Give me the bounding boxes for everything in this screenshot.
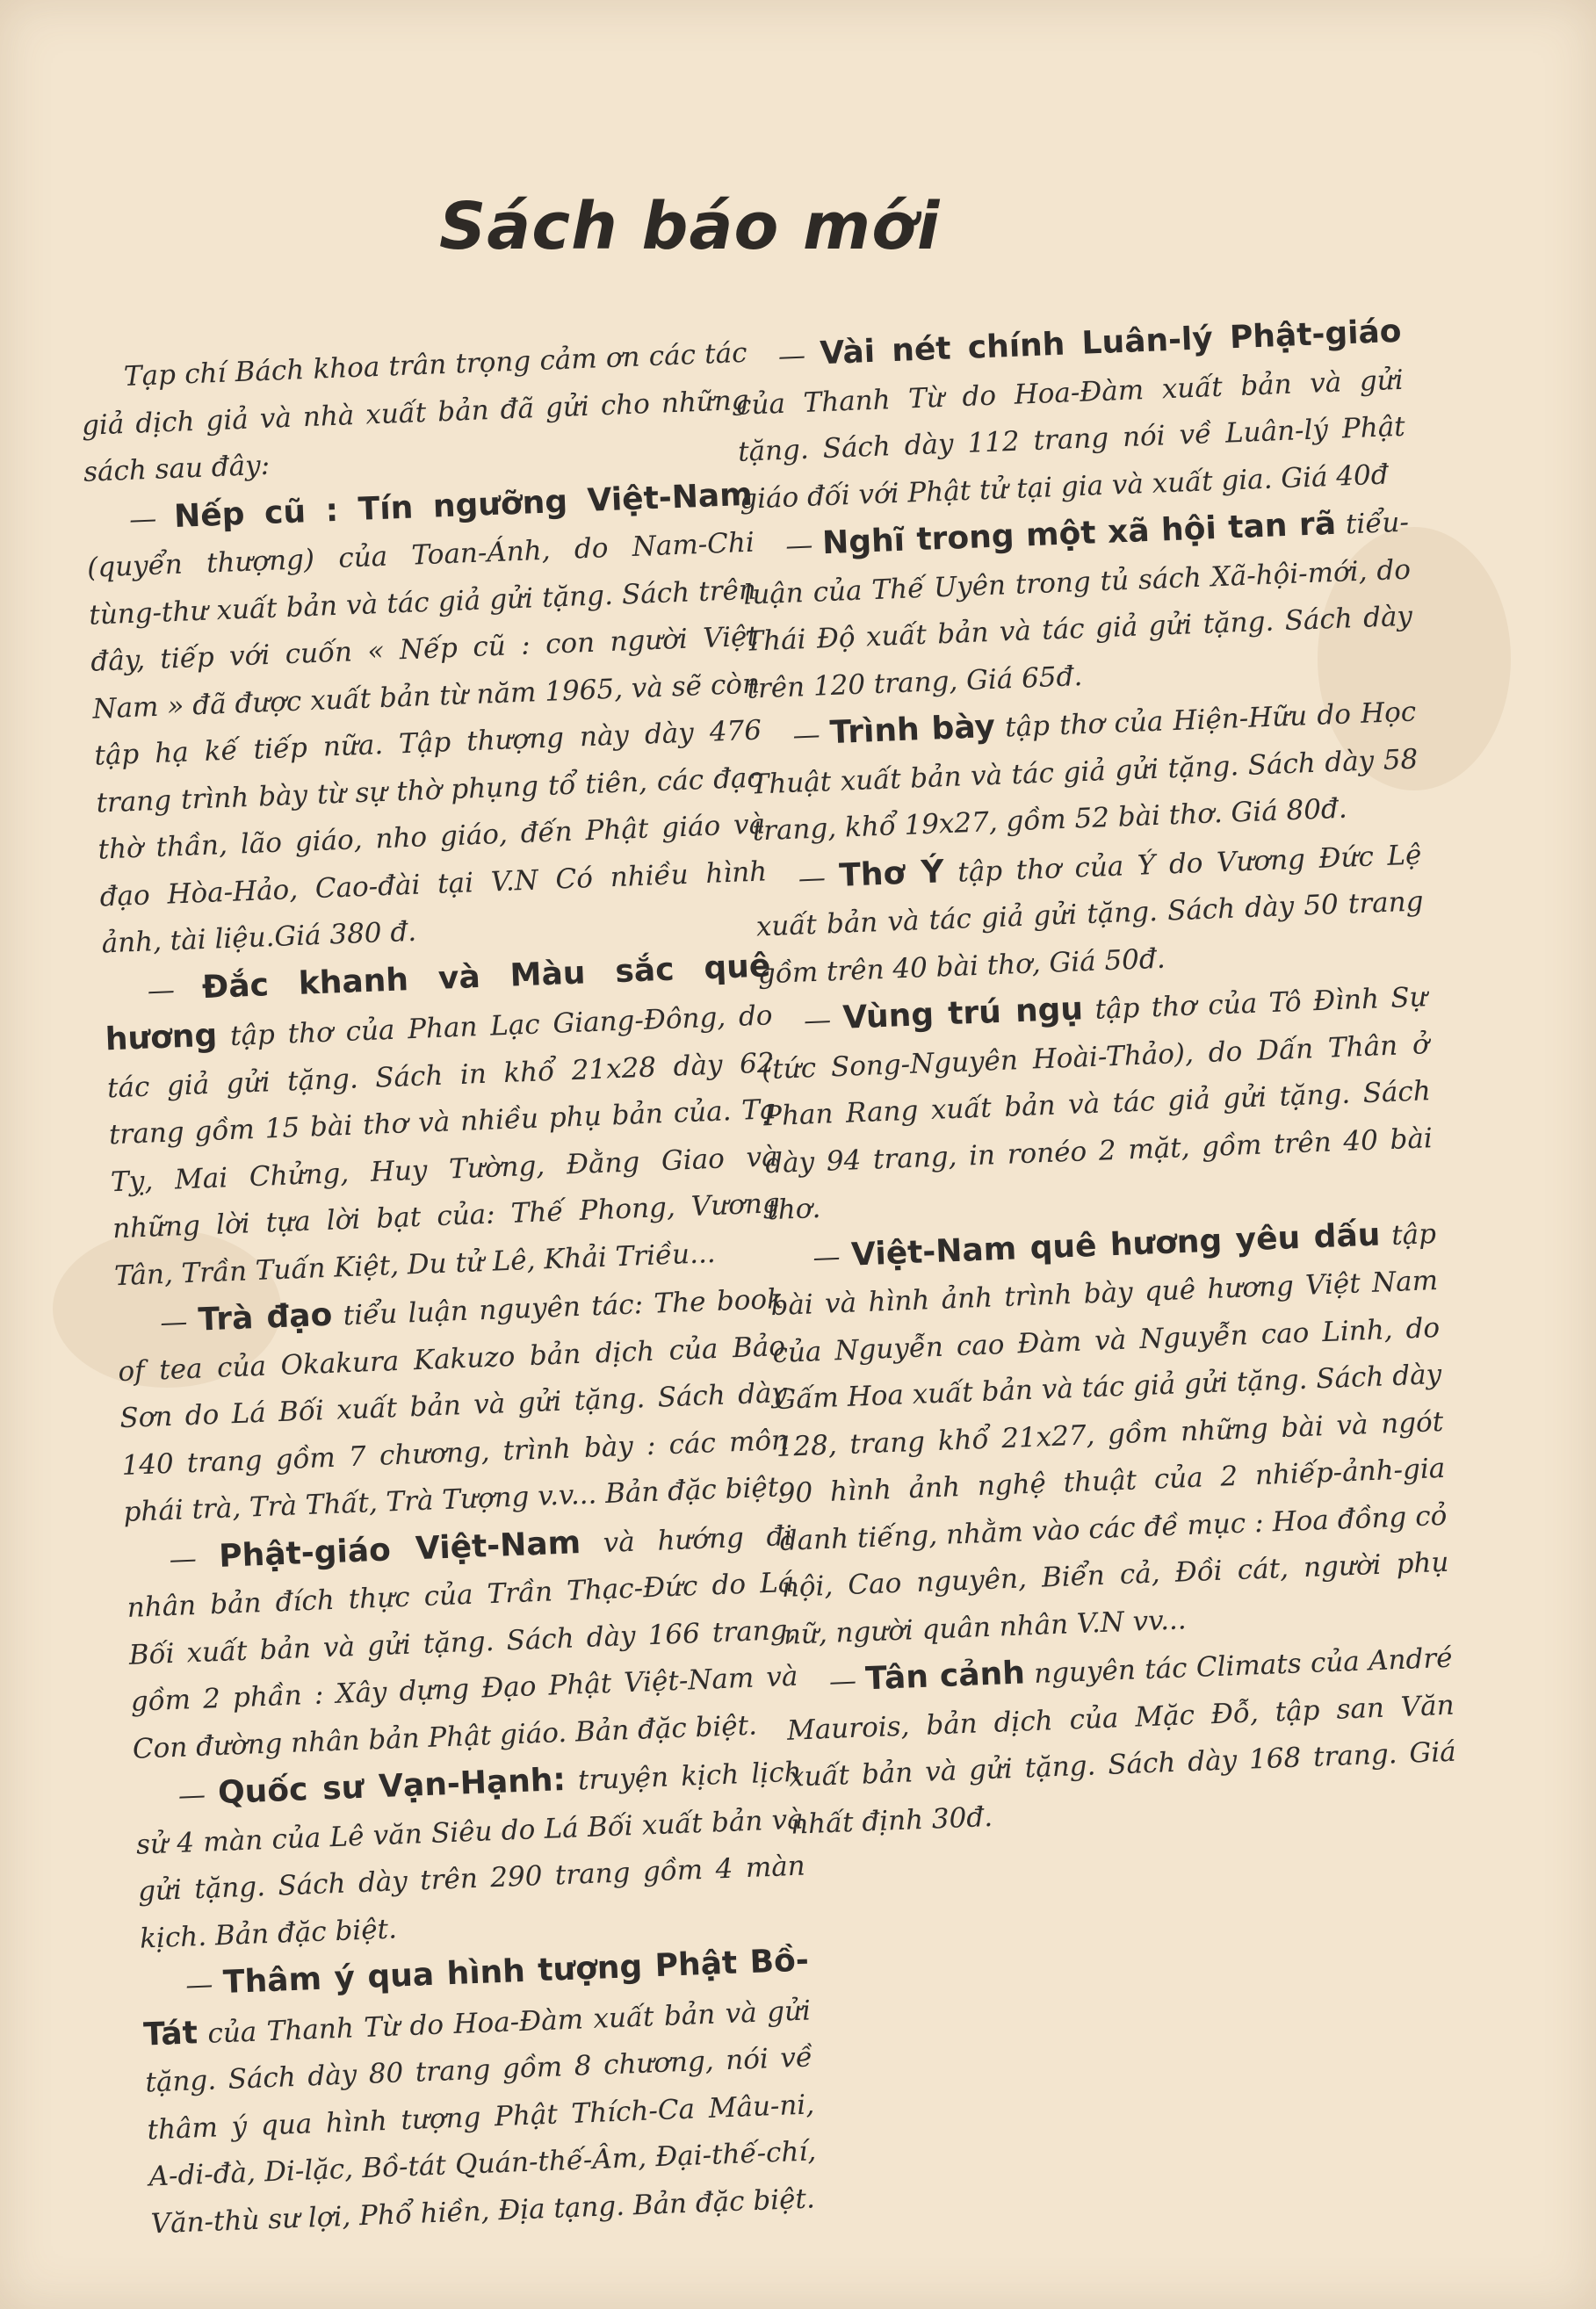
book-title: Thơ Ý <box>838 853 945 894</box>
book-description: truyện kịch lịch sử 4 màn của Lê văn Siêu do Lá Bối xuất bản và gửi tặng. Sách dày trên 290 trang gồm 4 màn kịch. Bản đặc biệt. <box>135 1756 806 1955</box>
book-title: Quốc sư Vạn-Hạnh: <box>217 1761 567 1812</box>
book-entry: — Phật-giáo Việt-Nam và hướng đi nhân bản đích thực của Trần Thạc-Đức do Lá Bối xuất bản và gửi tặng. Sách dày 166 trang, gồm 2 phần : Xây dựng Đạo Phật Việt-Nam và Con đường nhân bản Phật giáo. Bản đặc biệt. <box>126 1519 799 1765</box>
book-entry: — Thơ Ý tập thơ của Ý do Vương Đức Lệ xuất bản và tác giả gửi tặng. Sách dày 50 trang gồm trên 40 bài thơ, Giá 50đ. <box>755 838 1425 990</box>
book-description: tập thơ của Phan Lạc Giang-Đông, do tác giả gửi tặng. Sách in khổ 21x28 dày 62 trang gồm 15 bài thơ và nhiều phụ bản của. Tạ Tỵ, Mai Chửng, Huy Tường, Đằng Giao và những lời tựa lời bạt của: Thế Phong, Vương Tân, Trần Tuấn Kiệt, Du tử Lê, Khải Triều... <box>106 999 781 1292</box>
book-entry: — Vài nét chính Luân-lý Phật-giáo của Thanh Từ do Hoa-Đàm xuất bản và gửi tặng. Sách dày 112 trang nói về Luân-lý Phật giáo đối với Phật tử tại gia và xuất gia. Giá 40đ <box>735 313 1406 516</box>
book-title: Thâm ý qua hình tượng Phật Bồ-Tát <box>142 1942 810 2053</box>
intro-text: Tạp chí Bách khoa trân trọng cảm ơn các tác giả dịch giả và nhà xuất bản đã gửi cho những sách sau đây: <box>81 336 750 488</box>
book-title: Phật-giáo Việt-Nam <box>218 1524 581 1575</box>
book-title: Đắc khanh và Màu sắc quê hương <box>105 947 772 1058</box>
book-description: tập thơ của Hiện-Hữu do Học Thuật xuất bản và tác giả gửi tặng. Sách dày 58 trang, khổ 19x27, gồm 52 bài thơ. Giá 80đ. <box>750 696 1419 848</box>
book-description: tập bài và hình ảnh trình bày quê hương Việt Nam của Nguyễn cao Đàm và Nguyễn cao Linh, do Gấm Hoa xuất bản và tác giả gửi tặng. Sách dày 128, trang khổ 21x27, gồm những bài và ngót 90 hình ảnh nghệ thuật của 2 nhiếp-ảnh-gia danh tiếng, nhằm vào các đề mục : Hoa đồng cỏ nội, Cao nguyên, Biển cả, Đồi cát, người phụ nữ, người quân nhân V.N vv... <box>769 1217 1449 1651</box>
book-entry: — Thâm ý qua hình tượng Phật Bồ-Tát của Thanh Từ do Hoa-Đàm xuất bản và gửi tặng. Sách dày 80 trang gồm 8 chương, nói về thâm ý qua hình tượng Phật Thích-Ca Mâu-ni, A-di-đà, Di-lặc, Bồ-tát Quán-thế-Âm, Đại-thế-chí, Văn-thù sư lợi, Phổ hiền, Địa tạng. Bản đặc biệt. <box>142 1942 817 2240</box>
right-column <box>733 308 1459 1849</box>
book-title: Tân cảnh <box>864 1655 1026 1698</box>
book-title: Trình bày <box>828 708 996 752</box>
book-title: Vài nét chính Luân-lý Phật-giáo <box>819 313 1403 372</box>
book-description: của Thanh Từ do Hoa-Đàm xuất bản và gửi tặng. Sách dày 112 trang nói về Luân-lý Phật giáo đối với Phật tử tại gia và xuất gia. Giá 40đ <box>735 364 1406 516</box>
book-entry: — Quốc sư Vạn-Hạnh: truyện kịch lịch sử 4 màn của Lê văn Siêu do Lá Bối xuất bản và gửi tặng. Sách dày trên 290 trang gồm 4 màn kịch. Bản đặc biệt. <box>135 1756 806 1955</box>
book-title: Trà đạo <box>197 1296 334 1338</box>
book-entry: — Trình bày tập thơ của Hiện-Hữu do Học Thuật xuất bản và tác giả gửi tặng. Sách dày 58 trang, khổ 19x27, gồm 52 bài thơ. Giá 80đ. <box>750 696 1419 848</box>
book-description: nguyên tác Climats của André Maurois, bản dịch của Mặc Đỗ, tập san Văn xuất bản và gửi tặng. Sách dày 168 trang. Giá nhất định 30đ. <box>786 1642 1457 1841</box>
book-entry: — Việt-Nam quê hương yêu dấu tập bài và hình ảnh trình bày quê hương Việt Nam của Nguyễn cao Đàm và Nguyễn cao Linh, do Gấm Hoa xuất bản và tác giả gửi tặng. Sách dày 128, trang khổ 21x27, gồm những bài và ngót 90 hình ảnh nghệ thuật của 2 nhiếp-ảnh-gia danh tiếng, nhằm vào các đề mục : Hoa đồng cỏ nội, Cao nguyên, Biển cả, Đồi cát, người phụ nữ, người quân nhân V.N vv... <box>769 1216 1449 1651</box>
book-description: tiểu-luận của Thế Uyên trong tủ sách Xã-hội-mới, do Thái Độ xuất bản và tác giả gửi tặng. Sách dày trên 120 trang, Giá 65đ. <box>742 506 1413 705</box>
book-description: (quyển thượng) của Toan-Ánh, do Nam-Chi tùng-thư xuất bản và tác giả gửi tặng. Sách trên đây, tiếp với cuốn « Nếp cũ : con người Việt Nam » đã được xuất bản từ năm 1965, và sẽ còn tập hạ kế tiếp nữa. Tập thượng này dày 476 trang trình bày từ sự thờ phụng tổ tiên, các đạo thờ thần, lão giáo, nho giáo, đến Phật giáo và đạo Hòa-Hảo, Cao-đài tại V.N Có nhiều hình ảnh, tài liệu.Giá 380 đ. <box>86 526 768 960</box>
book-entry: — Nếp cũ : Tín ngưỡng Việt-Nam (quyển thượng) của Toan-Ánh, do Nam-Chi tùng-thư xuất bản và tác giả gửi tặng. Sách trên đây, tiếp với cuốn « Nếp cũ : con người Việt Nam » đã được xuất bản từ năm 1965, và sẽ còn tập hạ kế tiếp nữa. Tập thượng này dày 476 trang trình bày từ sự thờ phụng tổ tiên, các đạo thờ thần, lão giáo, nho giáo, đến Phật giáo và đạo Hòa-Hảo, Cao-đài tại V.N Có nhiều hình ảnh, tài liệu.Giá 380 đ. <box>86 476 768 960</box>
book-title: Nghĩ trong một xã hội tan rã <box>821 505 1337 562</box>
book-entry: — Đắc khanh và Màu sắc quê hương tập thơ của Phan Lạc Giang-Đông, do tác giả gửi tặng. Sách in khổ 21x28 dày 62 trang gồm 15 bài thơ và nhiều phụ bản của. Tạ Tỵ, Mai Chửng, Huy Tường, Đằng Giao và những lời tựa lời bạt của: Thế Phong, Vương Tân, Trần Tuấn Kiệt, Du tử Lê, Khải Triều... <box>105 947 781 1292</box>
book-description: và hướng đi nhân bản đích thực của Trần Thạc-Đức do Lá Bối xuất bản và gửi tặng. Sách dày 166 trang, gồm 2 phần : Xây dựng Đạo Phật Việt-Nam và Con đường nhân bản Phật giáo. Bản đặc biệt. <box>126 1519 799 1765</box>
book-title: Nếp cũ : Tín ngưỡng Việt-Nam <box>173 476 754 535</box>
book-entry: — Vùng trú ngụ tập thơ của Tô Đình Sự (tức Song-Nguyên Hoài-Thảo), do Dấn Thân ở Phan Rang xuất bản và tác giả gửi tặng. Sách dày 94 trang, in ronéo 2 mặt, gồm trên 40 bài thơ. <box>761 981 1434 1227</box>
left-column <box>79 330 819 2248</box>
book-entry: — Tân cảnh nguyên tác Climats của André Maurois, bản dịch của Mặc Đỗ, tập san Văn xuất bản và gửi tặng. Sách dày 168 trang. Giá nhất định 30đ. <box>786 1642 1457 1841</box>
book-entry: — Nghĩ trong một xã hội tan rã tiểu-luận của Thế Uyên trong tủ sách Xã-hội-mới, do Thái Độ xuất bản và tác giả gửi tặng. Sách dày trên 120 trang, Giá 65đ. <box>742 505 1413 705</box>
book-entry: — Trà đạo tiểu luận nguyên tác: The book of tea của Okakura Kakuzo bản dịch của Bảo Sơn do Lá Bối xuất bản và gửi tặng. Sách dày 140 trang gồm 7 chương, trình bày : các môn phái trà, Trà Thất, Trà Tượng v.v... Bản đặc biệt. <box>117 1283 790 1529</box>
book-title: Vùng trú ngụ <box>841 991 1084 1036</box>
book-description: của Thanh Từ do Hoa-Đàm xuất bản và gửi tặng. Sách dày 80 trang gồm 8 chương, nói về thâm ý qua hình tượng Phật Thích-Ca Mâu-ni, A-di-đà, Di-lặc, Bồ-tát Quán-thế-Âm, Đại-thế-chí, Văn-thù sư lợi, Phổ hiền, Địa tạng. Bản đặc biệt. <box>144 1994 817 2240</box>
book-description: tập thơ của Ý do Vương Đức Lệ xuất bản và tác giả gửi tặng. Sách dày 50 trang gồm trên 40 bài thơ, Giá 50đ. <box>755 838 1425 990</box>
book-description: tiểu luận nguyên tác: The book of tea của Okakura Kakuzo bản dịch của Bảo Sơn do Lá Bối xuất bản và gửi tặng. Sách dày 140 trang gồm 7 chương, trình bày : các môn phái trà, Trà Thất, Trà Tượng v.v... Bản đặc biệt. <box>117 1283 790 1529</box>
book-description: tập thơ của Tô Đình Sự (tức Song-Nguyên Hoài-Thảo), do Dấn Thân ở Phan Rang xuất bản và tác giả gửi tặng. Sách dày 94 trang, in ronéo 2 mặt, gồm trên 40 bài thơ. <box>761 981 1434 1227</box>
page-title: Sách báo mới <box>439 189 941 264</box>
book-title: Việt-Nam quê hương yêu dấu <box>850 1216 1382 1274</box>
